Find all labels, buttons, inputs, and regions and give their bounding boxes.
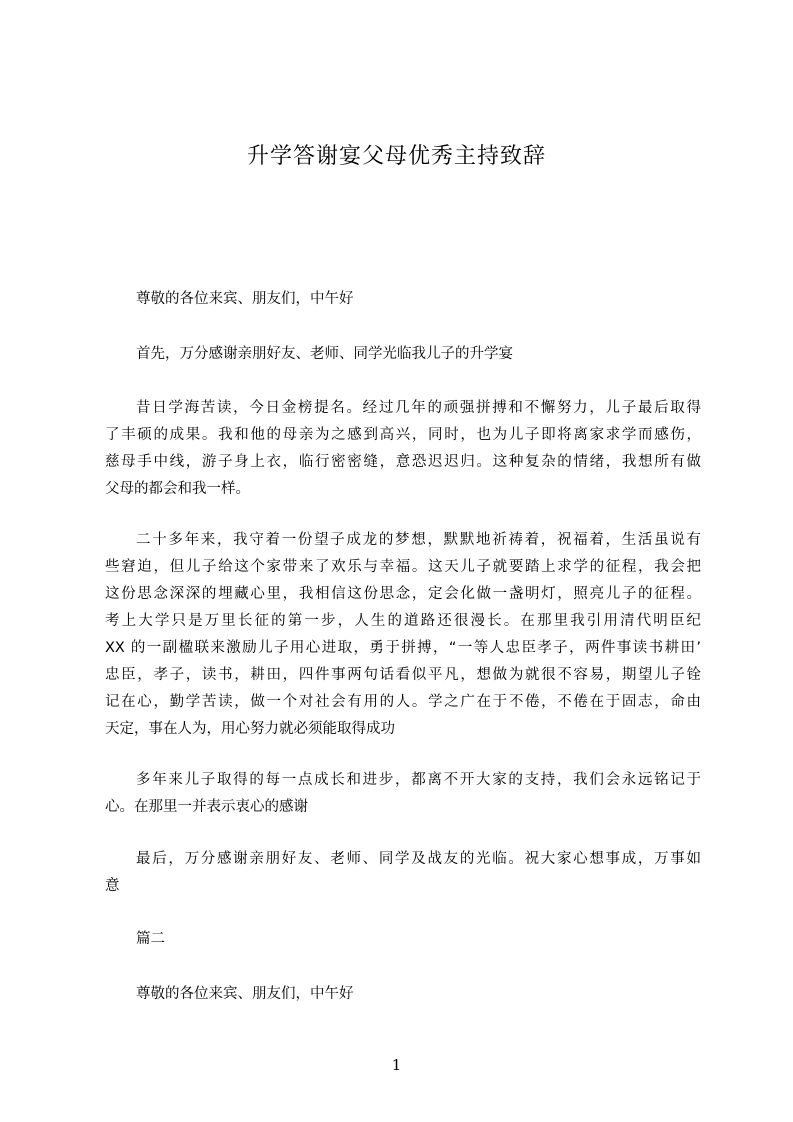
greeting-line: 尊敬的各位来宾、朋友们，中午好	[136, 986, 354, 1002]
paragraph-line: 昔日学海苦读，今日金榜提名。经过几年的顽强拼搏和不懈努力，儿子最后取得	[136, 400, 701, 416]
paragraph-line: 些窘迫，但儿子给这个家带来了欢乐与幸福。这天儿子就要踏上求学的征程，我会把	[105, 559, 701, 575]
paragraph-line: 这份思念深深的埋藏心里，我相信这份思念，定会化做一盏明灯，照亮儿子的征程。	[105, 586, 701, 602]
page-number: 1	[391, 1056, 402, 1074]
document-title: 升学答谢宴父母优秀主持致辞	[246, 144, 546, 169]
paragraph-line: 记在心，勤学苦读，做一个对社会有用的人。学之广在于不倦，不倦在于固志，命由	[105, 694, 701, 710]
thanks-line: 首先，万分感谢亲朋好友、老师、同学光临我儿子的升学宴	[136, 346, 513, 362]
paragraph-line: 了丰硕的成果。我和他的母亲为之感到高兴，同时，也为儿子即将离家求学而感伤，	[105, 427, 701, 443]
paragraph-line: 忠臣，孝子，读书，耕田，四件事两句话看似平凡，想做为就很不容易，期望儿子铨	[105, 667, 701, 683]
section-heading: 篇二	[136, 931, 165, 947]
paragraph-line: 意	[105, 878, 120, 894]
paragraph-line: XX 的一副楹联来激励儿子用心进取，勇于拼搏，“一等人忠臣孝子，两件事读书耕田’	[105, 640, 701, 656]
paragraph-line: 考上大学只是万里长征的第一步，人生的道路还很漫长。在那里我引用清代明臣纪	[105, 613, 701, 629]
paragraph-line: 天定，事在人为，用心努力就必须能取得成功	[105, 721, 395, 737]
greeting-line: 尊敬的各位来宾、朋友们，中午好	[136, 291, 354, 307]
paragraph-line: 父母的都会和我一样。	[105, 481, 250, 497]
paragraph-line: 二十多年来，我守着一份望子成龙的梦想，默默地祈祷着，祝福着，生活虽说有	[136, 532, 701, 548]
paragraph-line: 心。在那里一并表示衷心的感谢	[105, 799, 308, 815]
paragraph-line: 多年来儿子取得的每一点成长和进步，都离不开大家的支持，我们会永远铭记于	[136, 772, 701, 788]
paragraph-line: 最后，万分感谢亲朋好友、老师、同学及战友的光临。祝大家心想事成，万事如	[136, 851, 701, 867]
paragraph-line: 慈母手中线，游子身上衣，临行密密缝，意恐迟迟归。这种复杂的情绪，我想所有做	[105, 454, 701, 470]
